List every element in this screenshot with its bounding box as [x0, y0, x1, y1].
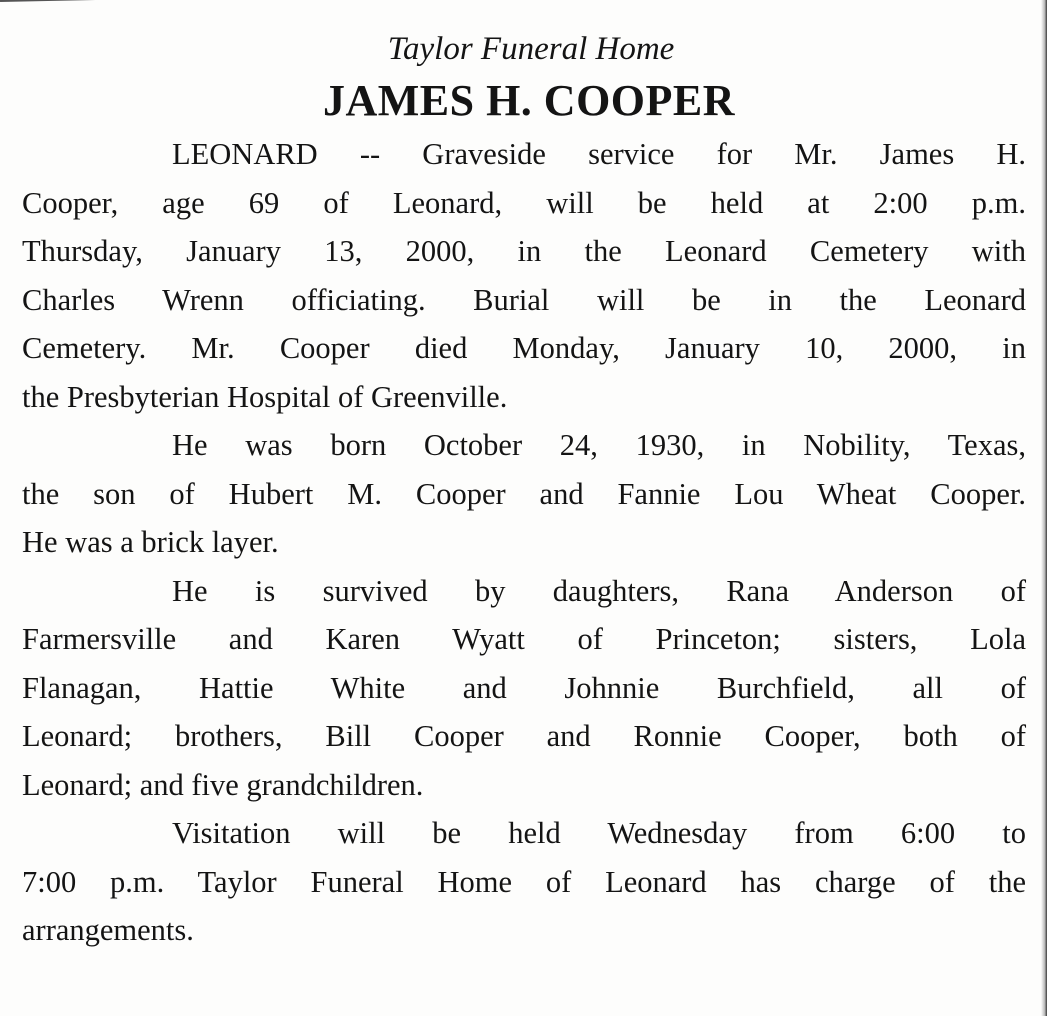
deceased-name-title: JAMES H. COOPER — [322, 76, 736, 125]
text-line: Thursday, January 13, 2000, in the Leonard Cemetery with — [22, 234, 1026, 268]
text-line: He is survived by daughters, Rana Anderson of — [172, 573, 1026, 608]
text-line: the Presbyterian Hospital of Greenville. — [22, 379, 508, 414]
scan-edge-top — [0, 0, 270, 2]
paragraph-biography — [22, 421, 1026, 567]
paragraph-survivors — [22, 567, 1026, 810]
text-line: He was born October 24, 1930, in Nobility, Texas, — [172, 428, 1026, 462]
paragraph-service — [22, 130, 1026, 421]
text-line: LEONARD -- Graveside service for Mr. James H. — [172, 137, 1026, 171]
text-line: He was a brick layer. — [22, 525, 279, 559]
text-line: 7:00 p.m. Taylor Funeral Home of Leonard has charge of the — [22, 864, 1026, 899]
paragraph-visitation — [22, 809, 1026, 955]
text-line: Cooper, age 69 of Leonard, will be held at 2:00 p.m. — [22, 185, 1026, 220]
funeral-home-heading: Taylor Funeral Home — [387, 31, 675, 67]
text-line: Cemetery. Mr. Cooper died Monday, January 10, 2000, in — [22, 331, 1026, 365]
scan-edge-right — [1041, 0, 1047, 1016]
text-line: Leonard; and five grandchildren. — [22, 767, 424, 802]
text-line: Flanagan, Hattie White and Johnnie Burchfield, all of — [22, 670, 1026, 705]
text-line: the son of Hubert M. Cooper and Fannie Lou Wheat Cooper. — [22, 476, 1026, 511]
text-line: Leonard; brothers, Bill Cooper and Ronnie Cooper, both of — [22, 719, 1026, 753]
text-line: Visitation will be held Wednesday from 6:00 to — [172, 816, 1026, 850]
text-line: Farmersville and Karen Wyatt of Princeton; sisters, Lola — [22, 622, 1026, 656]
obituary-clipping — [22, 24, 1026, 955]
text-line: arrangements. — [22, 913, 194, 947]
text-line: Charles Wrenn officiating. Burial will be in the Leonard — [22, 282, 1026, 317]
